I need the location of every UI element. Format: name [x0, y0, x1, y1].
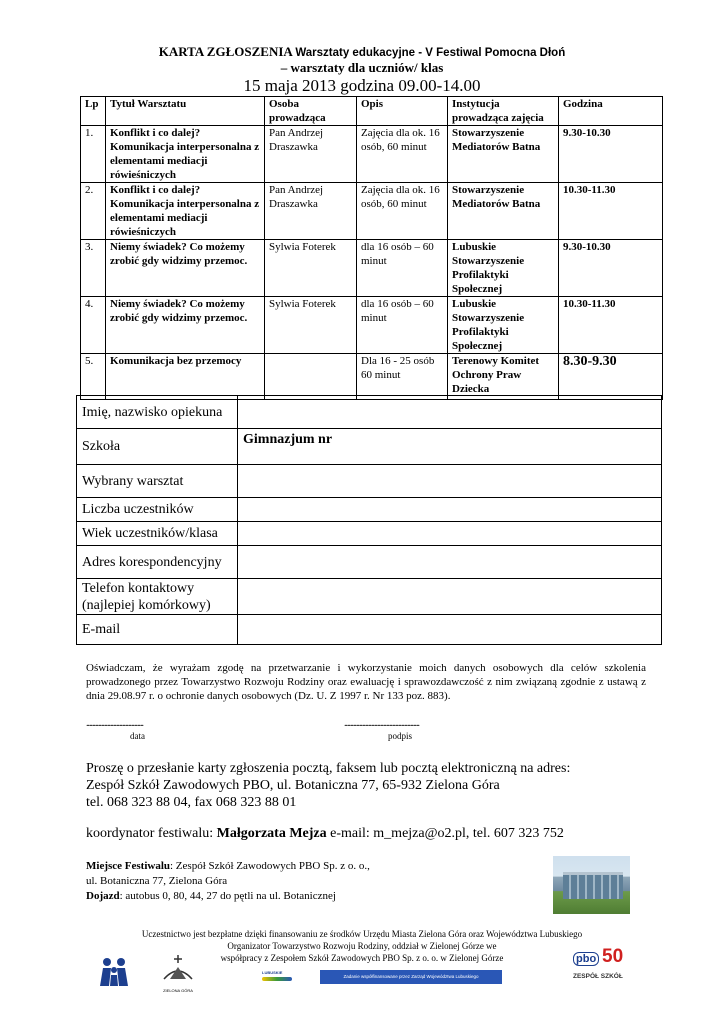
school-building-photo [553, 856, 630, 914]
form-row [77, 522, 662, 546]
lubuskie-wave [262, 977, 292, 981]
send-instructions [86, 760, 686, 811]
registration-form [76, 395, 662, 645]
form-row [77, 429, 662, 465]
cell-lp: 1. [81, 126, 106, 183]
cell-lp: 2. [81, 183, 106, 240]
form-label: Wybrany warsztat [77, 465, 238, 498]
cell-title: Niemy świadek? Co możemy zrobić gdy widzimy przemoc. [106, 240, 265, 297]
cell-desc: dla 16 osób – 60 minut [357, 240, 448, 297]
event-date: 15 maja 2013 godzina 09.00-14.00 [243, 76, 481, 95]
coordinator-name: Małgorzata Mejza [216, 826, 327, 841]
location-text: : Zespół Szkół Zawodowych PBO Sp. z o. o., [170, 860, 370, 872]
send-instructions-line: Proszę o przesłanie karty zgłoszenia pocztą, faksem lub pocztą elektroniczną na adres: [86, 761, 571, 776]
header-inst: Instytucja prowadząca zajęcia [448, 97, 559, 126]
pbo-fifty: 50 [602, 946, 624, 967]
pbo-school-label: ZESPÓŁ SZKÓŁ [573, 973, 623, 980]
email-field[interactable] [238, 615, 662, 645]
cell-lp: 5. [81, 354, 106, 400]
form-row [77, 546, 662, 579]
form-label: Imię, nazwisko opiekuna [77, 396, 238, 429]
cell-time: 9.30-10.30 [559, 126, 663, 183]
cell-inst: Lubuskie Stowarzyszenie Profilaktyki Społecznej [448, 240, 559, 297]
school-phone: tel. 068 323 88 04, fax 068 323 88 01 [86, 795, 297, 810]
lubuskie-label: LUBUSKIE [262, 970, 283, 975]
cell-time: 10.30-11.30 [559, 183, 663, 240]
cell-time: 10.30-11.30 [559, 297, 663, 354]
cell-time: 8.30-9.30 [559, 354, 663, 400]
location-label: Miejsce Festiwalu [86, 860, 170, 872]
header-desc: Opis [357, 97, 448, 126]
cell-inst: Stowarzyszenie Mediatorów Batna [448, 126, 559, 183]
date-label: data [130, 731, 145, 741]
family-logo [97, 954, 131, 988]
cofinancing-banner: Zadanie współfinansowane przez Zarząd Województwa Lubuskiego [320, 970, 502, 984]
form-row [77, 615, 662, 645]
form-title-main: KARTA ZGŁOSZENIA [158, 44, 293, 59]
zielona-gora-logo [158, 953, 198, 991]
form-label: Szkoła [77, 429, 238, 465]
table-header-row [81, 97, 663, 126]
form-label: Liczba uczestników [77, 498, 238, 522]
form-title [0, 44, 724, 61]
header-lp: Lp [81, 97, 106, 126]
pbo-label: pbo [573, 952, 599, 966]
location-street: ul. Botaniczna 77, Zielona Góra [86, 875, 228, 887]
coordinator-contact: e-mail: m_mejza@o2.pl, tel. 607 323 752 [326, 826, 564, 841]
cell-time: 9.30-10.30 [559, 240, 663, 297]
table-row [81, 297, 663, 354]
form-label: Wiek uczestników/klasa [77, 522, 238, 546]
consent-text: Oświadczam, że wyrażam zgodę na przetwarzanie i wykorzystanie moich danych osobowych dla celów szkolenia prowadzonego przez Towarzystwo Rozwoju Rodziny oraz ewaluację i sprawozdawczość z nim związaną zgodnie z ustawą z dnia 29.08.97 r. o ochronie danych osobowych (Dz. U. Z 1997 r. Nr 133 poz. 883). [86, 662, 646, 702]
footer-organizer: Organizator Towarzystwo Rozwoju Rodziny, oddział w Zielonej Górze we [227, 941, 497, 951]
transport-label: Dojazd [86, 890, 120, 902]
date-line: ...................................... [86, 718, 143, 729]
table-row [81, 240, 663, 297]
form-title-sub: Warsztaty edukacyjne - V Festiwal Pomocna Dłoń [295, 47, 566, 59]
cell-desc: dla 16 osób – 60 minut [357, 297, 448, 354]
header-person: Osoba prowadząca [265, 97, 357, 126]
cell-person [265, 354, 357, 400]
cell-title: Konflikt i co dalej? Komunikacja interpersonalna z elementami mediacji rówieśniczych [106, 126, 265, 183]
phone-field[interactable] [238, 579, 662, 615]
signature-label: podpis [388, 731, 413, 741]
form-row [77, 579, 662, 615]
cell-desc: Zajęcia dla ok. 16 osób, 60 minut [357, 183, 448, 240]
participants-age-field[interactable] [238, 522, 662, 546]
cell-title: Konflikt i co dalej? Komunikacja interpersonalna z elementami mediacji rówieśniczych [106, 183, 265, 240]
table-row [81, 354, 663, 400]
coordinator-info [86, 825, 686, 842]
coordinator-prefix: koordynator festiwalu: [86, 826, 217, 841]
school-field[interactable]: Gimnazjum nr [238, 429, 662, 465]
form-row [77, 498, 662, 522]
form-label: Adres korespondencyjny [77, 546, 238, 579]
zielona-gora-label: ZIELONA GÓRA [163, 988, 193, 993]
cell-title: Komunikacja bez przemocy [106, 354, 265, 400]
header-time: Godzina [559, 97, 663, 126]
transport-text: : autobus 0, 80, 44, 27 do pętli na ul. Botanicznej [119, 890, 336, 902]
cell-title: Niemy świadek? Co możemy zrobić gdy widzimy przemoc. [106, 297, 265, 354]
participants-count-field[interactable] [238, 498, 662, 522]
form-subtitle: – warsztaty dla uczniów/ klas [280, 60, 444, 75]
workshops-table [80, 96, 663, 400]
cell-lp: 4. [81, 297, 106, 354]
header-title: Tytuł Warsztatu [106, 97, 265, 126]
cell-person: Pan Andrzej Draszawka [265, 183, 357, 240]
form-label: E-mail [77, 615, 238, 645]
pbo-logo [573, 946, 629, 986]
cell-person: Sylwia Foterek [265, 240, 357, 297]
cell-inst: Stowarzyszenie Mediatorów Batna [448, 183, 559, 240]
footer-funding: Uczestnictwo jest bezpłatne dzięki finansowaniu ze środków Urzędu Miasta Zielona Góra oraz Województwa Lubuskiego [141, 929, 583, 939]
form-row [77, 396, 662, 429]
form-row [77, 465, 662, 498]
workshop-field[interactable] [238, 465, 662, 498]
table-row [81, 126, 663, 183]
form-label: Telefon kontaktowy (najlepiej komórkowy) [77, 579, 238, 615]
cell-inst: Terenowy Komitet Ochrony Praw Dziecka [448, 354, 559, 400]
cell-inst: Lubuskie Stowarzyszenie Profilaktyki Społecznej [448, 297, 559, 354]
cell-desc: Zajęcia dla ok. 16 osób, 60 minut [357, 126, 448, 183]
cell-person: Pan Andrzej Draszawka [265, 126, 357, 183]
table-row [81, 183, 663, 240]
footer-cooperation: współpracy z Zespołem Szkół Zawodowych PBO Sp. z o. o. w Zielonej Górze [220, 953, 504, 963]
cell-lp: 3. [81, 240, 106, 297]
cell-person: Sylwia Foterek [265, 297, 357, 354]
lubuskie-logo [262, 970, 306, 986]
school-address: Zespół Szkół Zawodowych PBO, ul. Botaniczna 77, 65-932 Zielona Góra [86, 778, 500, 793]
address-field[interactable] [238, 546, 662, 579]
signature-line: .................................................. [344, 718, 419, 729]
festival-location [86, 859, 526, 904]
cell-desc: Dla 16 - 25 osób 60 minut [357, 354, 448, 400]
guardian-name-field[interactable] [238, 396, 662, 429]
